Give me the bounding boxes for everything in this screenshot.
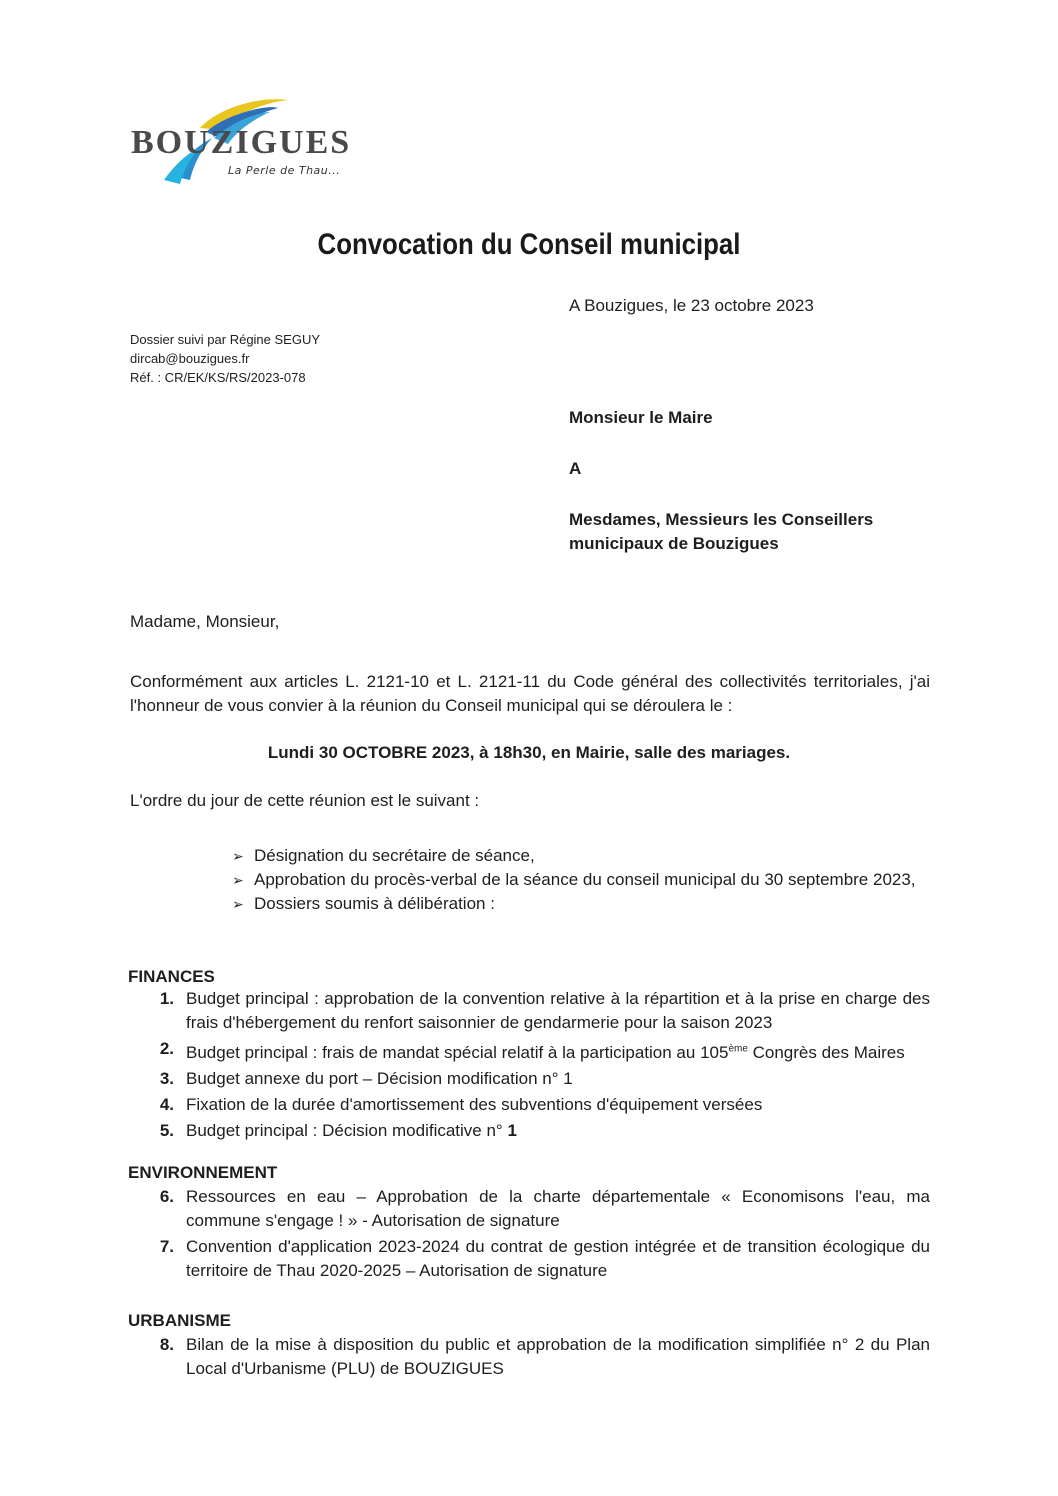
item-number: 6.	[159, 1187, 174, 1206]
agenda-item	[148, 987, 930, 1035]
arrow-bullet-icon: ➢	[232, 896, 244, 912]
item-number: 5.	[159, 1120, 174, 1140]
item-text-main: Budget principal : Décision modificative n°	[186, 1120, 508, 1140]
item-number: 2.	[159, 1039, 174, 1058]
agenda-item	[148, 1067, 930, 1091]
agenda-item	[148, 1333, 930, 1381]
agenda-bullet	[232, 868, 930, 892]
dossier-ref: Réf. : CR/EK/KS/RS/2023-078	[130, 370, 306, 385]
logo-name: BOUZIGUES	[131, 124, 352, 161]
agenda-item	[148, 1093, 930, 1117]
agenda-bullet	[232, 892, 930, 916]
logo-tagline: La Perle de Thau...	[228, 164, 341, 177]
item-text: Bilan de la mise à disposition du public et approbation de la modification simplifiée n° 2 du Plan Local d'Urbanisme (PLU) de BOUZIGUES	[186, 1335, 930, 1378]
meeting-details: Lundi 30 OCTOBRE 2023, à 18h30, en Mairie, salle des mariages.	[267, 743, 791, 762]
item-text: Budget principal : approbation de la convention relative à la répartition et à la prise en charge des frais d'hébergement du renfort saisonnier de gendarmerie pour la saison 2023	[186, 989, 930, 1032]
item-text-bold: 1	[507, 1120, 517, 1140]
environnement-items	[148, 1185, 930, 1283]
dossier-followed-by: Dossier suivi par Régine SEGUY	[130, 332, 321, 347]
agenda-intro: L'ordre du jour de cette réunion est le suivant :	[130, 791, 480, 810]
agenda-item	[148, 1037, 930, 1065]
dossier-email: dircab@bouzigues.fr	[130, 351, 250, 366]
intro-paragraph: Conformément aux articles L. 2121-10 et L. 2121-11 du Code général des collectivités territoriales, j'ai l'honneur de vous convier à la réunion du Conseil municipal qui se déroulera le :	[130, 672, 930, 715]
greeting: Madame, Monsieur,	[130, 612, 280, 631]
to-marker: A	[569, 459, 582, 478]
item-text: Fixation de la durée d'amortissement des subventions d'équipement versées	[186, 1094, 763, 1114]
section-heading-urbanisme: URBANISME	[128, 1311, 231, 1330]
sender: Monsieur le Maire	[569, 408, 713, 427]
agenda-bullet-text: Désignation du secrétaire de séance,	[254, 846, 535, 865]
item-number: 1.	[159, 989, 174, 1008]
agenda-bullets	[232, 844, 930, 916]
item-text: Convention d'application 2023-2024 du contrat de gestion intégrée et de transition écologique du territoire de Thau 2020-2025 – Autorisation de signature	[186, 1237, 930, 1280]
date-line: A Bouzigues, le 23 octobre 2023	[569, 296, 814, 315]
item-text: Budget annexe du port – Décision modification n° 1	[186, 1068, 573, 1088]
addressee-line-2: municipaux de Bouzigues	[569, 534, 779, 553]
section-heading-finances: FINANCES	[128, 967, 215, 986]
item-text	[186, 1121, 517, 1140]
item-number: 8.	[159, 1335, 174, 1354]
item-text-tail: Congrès des Maires	[747, 1042, 905, 1062]
item-text: Ressources en eau – Approbation de la charte départementale « Economisons l'eau, ma commune s'engage ! » - Autorisation de signature	[186, 1187, 930, 1230]
arrow-bullet-icon: ➢	[232, 848, 244, 864]
agenda-bullet-text: Dossiers soumis à délibération :	[254, 894, 495, 913]
addressee-line-1: Mesdames, Messieurs les Conseillers	[569, 510, 874, 529]
dossier-info	[130, 330, 320, 387]
item-text-main: Budget principal : frais de mandat spécial relatif à la participation au 105	[186, 1042, 729, 1062]
agenda-item	[148, 1235, 930, 1283]
item-number: 3.	[159, 1068, 174, 1088]
agenda-item	[148, 1119, 930, 1143]
arrow-bullet-icon: ➢	[232, 872, 244, 888]
item-number: 4.	[159, 1094, 174, 1114]
section-heading-environnement: ENVIRONNEMENT	[128, 1163, 278, 1182]
urbanisme-items	[148, 1333, 930, 1381]
item-number: 7.	[159, 1237, 174, 1256]
bouzigues-logo	[128, 88, 388, 188]
addressee	[569, 508, 873, 556]
finances-items	[148, 987, 930, 1143]
agenda-bullet	[232, 844, 930, 868]
item-text	[186, 1043, 905, 1062]
item-text-sup: ème	[728, 1043, 748, 1054]
page-title: Convocation du Conseil municipal	[317, 228, 741, 261]
agenda-bullet-text: Approbation du procès-verbal de la séance du conseil municipal du 30 septembre 2023,	[254, 870, 916, 889]
agenda-item	[148, 1185, 930, 1233]
